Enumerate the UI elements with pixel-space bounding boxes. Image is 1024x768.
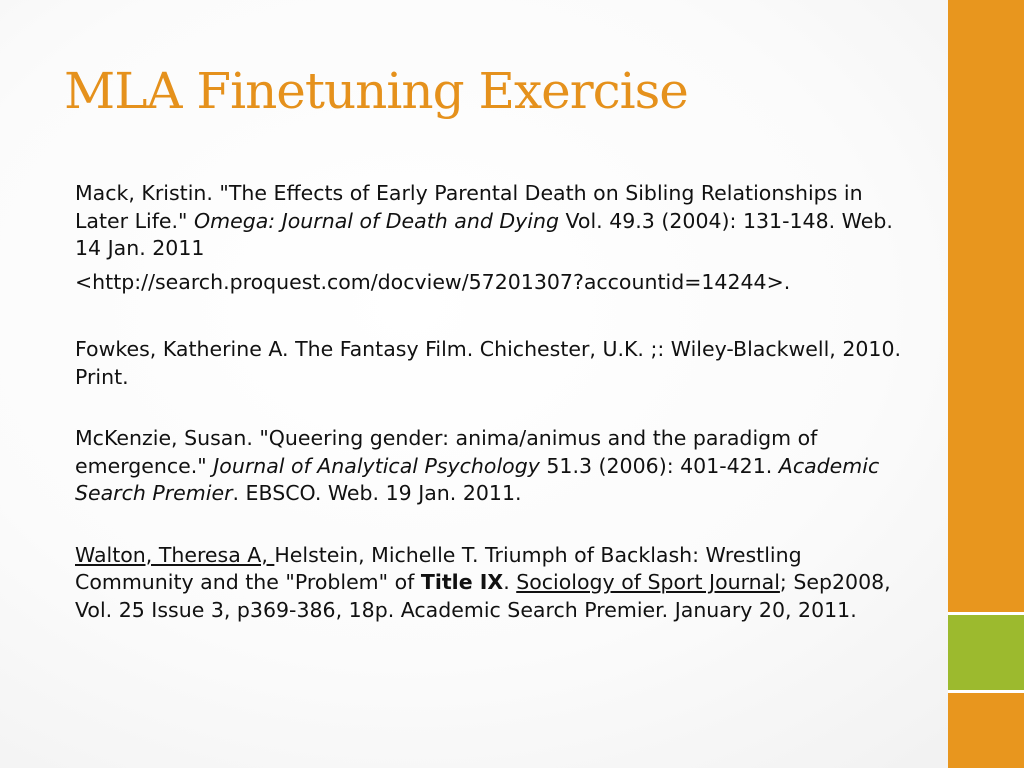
author-link[interactable]: Walton, Theresa A, (75, 542, 275, 567)
slide-title: MLA Finetuning Exercise (64, 62, 688, 120)
reference-list (75, 180, 905, 658)
bold-term: Title IX (420, 570, 504, 594)
side-bar-divider (948, 612, 1024, 615)
reference-mack (75, 180, 905, 296)
database-title: Academic Search Premier (75, 453, 880, 505)
journal-link[interactable]: Sociology of Sport Journal (516, 570, 780, 594)
decorative-side-bar (948, 0, 1024, 768)
reference-walton-citation: Walton, Theresa A, Helstein, Michelle T. Triumph of Backlash: Wrestling Community and the "Problem" of Title IX. Sociology of Sport Journal; Sep2008, Vol. 25 Issue 3, p369-386, 18p. Academic Search Premier. January 20, 2011. (75, 542, 891, 622)
reference-fowkes-citation: Fowkes, Katherine A. The Fantasy Film. Chichester, U.K. ;: Wiley-Blackwell, 2010. Print. (75, 337, 902, 389)
journal-title: Journal of Analytical Psychology (213, 453, 540, 478)
reference-mack-citation: Mack, Kristin. "The Effects of Early Parental Death on Sibling Relationships in Later Life." Omega: Journal of Death and Dying Vol. 49.3 (2004): 131-148. Web. 14 Jan. 2011 (75, 181, 893, 260)
reference-mack-url: <http://search.proquest.com/docview/57201307?accountid=14244>. (75, 269, 791, 294)
side-bar-divider (948, 690, 1024, 693)
reference-walton (75, 542, 905, 625)
side-bar-orange-top (948, 0, 1024, 614)
reference-mckenzie-citation: McKenzie, Susan. "Queering gender: anima/animus and the paradigm of emergence." Journal of Analytical Psychology 51.3 (2006): 401-421. Academic Search Premier. EBSCO. Web. 19 Jan. 2011. (75, 426, 880, 505)
reference-fowkes (75, 336, 905, 391)
side-bar-green-middle (948, 614, 1024, 692)
side-bar-orange-bottom (948, 692, 1024, 768)
reference-mckenzie (75, 425, 905, 508)
journal-title: Omega: Journal of Death and Dying (194, 208, 559, 233)
